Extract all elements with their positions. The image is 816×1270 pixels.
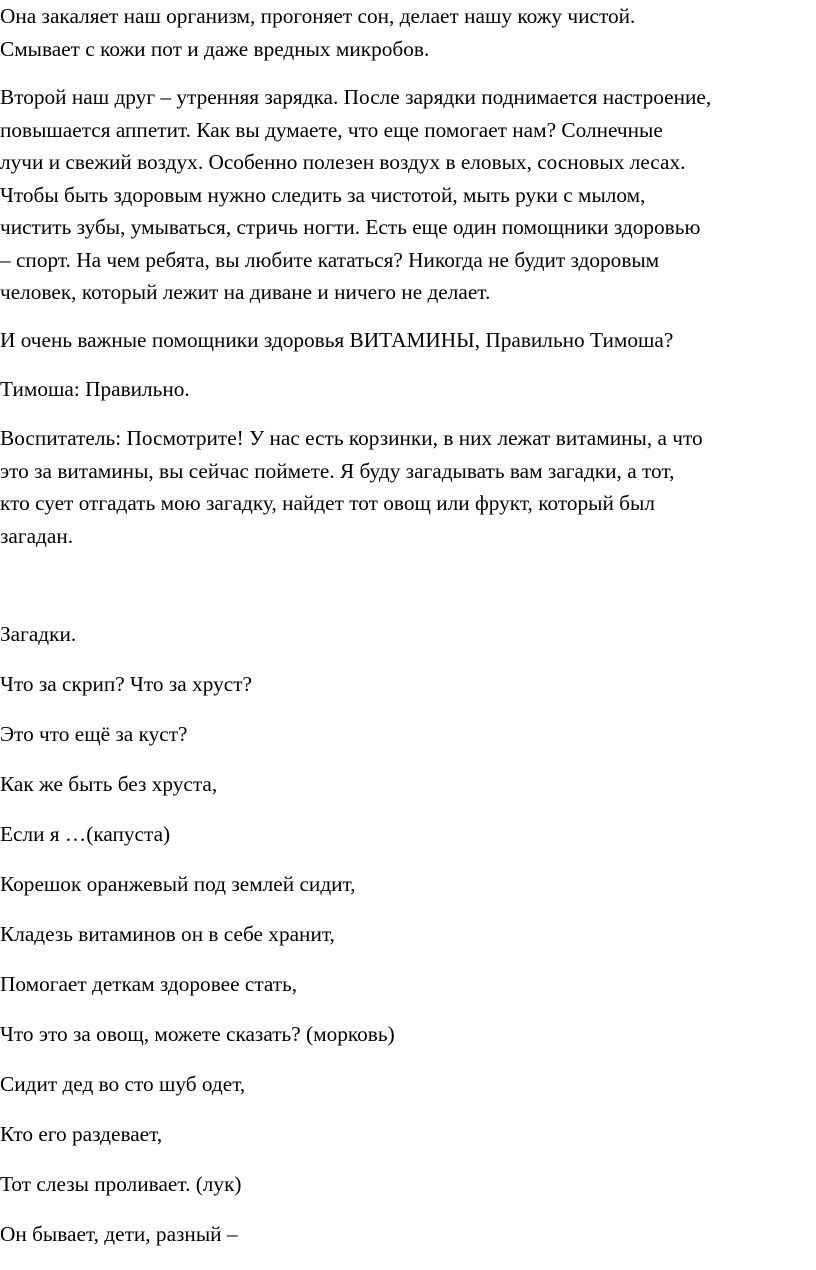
riddle-line	[0, 1218, 238, 1251]
paragraph-vitamins-question	[0, 324, 673, 357]
text-line: Кто его раздевает,	[0, 1122, 163, 1146]
text-line: Воспитатель: Посмотрите! У нас есть корзинки, в них лежат витамины, а что	[0, 426, 703, 450]
riddle-line	[0, 1068, 245, 1101]
text-line: это за витамины, вы сейчас поймете. Я буду загадывать вам загадки, а тот,	[0, 458, 675, 483]
text-line: Корешок оранжевый под землей сидит,	[0, 872, 356, 896]
text-line: кто сует отгадать мою загадку, найдет тот овощ или фрукт, который был	[0, 491, 655, 515]
text-line: человек, который лежит на диване и ничего не делает.	[0, 280, 491, 304]
text-line: Смывает с кожи пот и даже вредных микробов.	[0, 36, 430, 61]
text-line: Тимоша: Правильно.	[0, 377, 190, 401]
text-line: Если я …(капуста)	[0, 822, 171, 846]
riddle-line	[0, 968, 297, 1001]
paragraph-water-benefits	[0, 0, 635, 65]
text-line: Это что ещё за куст?	[0, 722, 188, 746]
text-line: Помогает деткам здоровее стать,	[0, 972, 298, 996]
riddle-line	[0, 718, 188, 751]
text-line: повышается аппетит. Как вы думаете, что еще помогает нам? Солнечные	[0, 117, 663, 142]
riddle-line	[0, 1018, 395, 1051]
text-line: лучи и свежий воздух. Особенно полезен воздух в еловых, сосновых лесах.	[0, 150, 686, 174]
text-line: Как же быть без хруста,	[0, 772, 218, 796]
paragraph-timosha-answer	[0, 373, 190, 406]
text-line: загадан.	[0, 523, 74, 548]
text-line: – спорт. На чем ребята, вы любите кататься? Никогда не будит здоровым	[0, 247, 660, 272]
text-line: чистить зубы, умываться, стричь ногти. Есть еще один помощники здоровью	[0, 215, 701, 239]
riddle-line	[0, 818, 170, 851]
text-line: Что это за овощ, можете сказать? (морковь)	[0, 1022, 395, 1046]
riddle-line	[0, 768, 217, 801]
text-line: Она закаляет наш организм, прогоняет сон, делает нашу кожу чистой.	[0, 4, 636, 28]
text-line: Загадки.	[0, 622, 77, 646]
text-line: Второй наш друг – утренняя зарядка. После зарядки поднимается настроение,	[0, 85, 712, 109]
riddle-line	[0, 668, 252, 701]
paragraph-morning-exercise	[0, 81, 711, 309]
text-line: Кладезь витаминов он в себе хранит,	[0, 922, 335, 946]
text-line: Чтобы быть здоровым нужно следить за чистотой, мыть руки с мылом,	[0, 182, 646, 207]
text-line: Сидит дед во сто шуб одет,	[0, 1072, 246, 1096]
riddles-heading	[0, 618, 76, 651]
riddle-line	[0, 918, 335, 951]
text-line: И очень важные помощники здоровья ВИТАМИНЫ, Правильно Тимоша?	[0, 328, 674, 352]
text-line: Тот слезы проливает. (лук)	[0, 1172, 242, 1196]
paragraph-teacher-baskets	[0, 422, 703, 552]
text-line: Что за скрип? Что за хруст?	[0, 672, 252, 696]
riddle-line	[0, 1118, 162, 1151]
riddle-line	[0, 1168, 242, 1201]
text-line: Он бывает, дети, разный –	[0, 1222, 238, 1246]
riddle-line	[0, 868, 356, 901]
